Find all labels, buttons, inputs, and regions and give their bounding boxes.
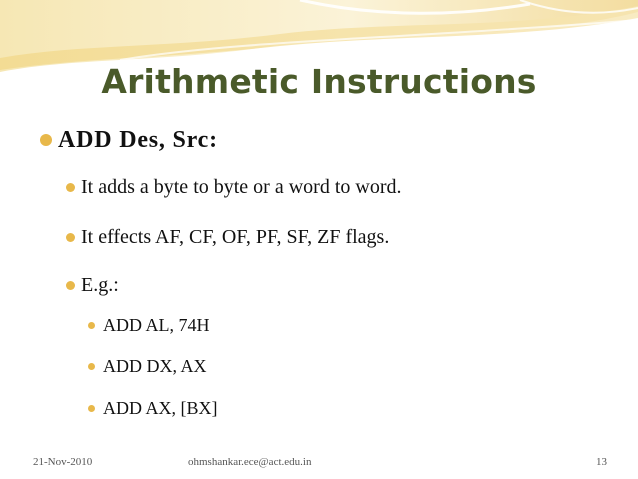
bullet-dot-icon bbox=[66, 233, 75, 242]
main-bullet-text: ADD Des, Src: bbox=[58, 127, 218, 153]
sub-bullet-text: E.g.: bbox=[81, 274, 119, 296]
example-text: ADD AX, [BX] bbox=[103, 398, 218, 418]
main-bullet bbox=[40, 122, 218, 158]
bullet-dot-icon bbox=[66, 183, 75, 192]
footer-date: 21-Nov-2010 bbox=[33, 456, 93, 468]
footer-email: ohmshankar.ece@act.edu.in bbox=[188, 456, 312, 468]
sub-bullet bbox=[66, 270, 119, 300]
slide-title: Arithmetic Instructions bbox=[101, 62, 537, 101]
example-bullet bbox=[88, 311, 210, 339]
footer-page-number: 13 bbox=[596, 456, 607, 468]
sub-bullet bbox=[66, 222, 389, 252]
bullet-dot-icon bbox=[88, 363, 95, 370]
example-text: ADD AL, 74H bbox=[103, 315, 210, 335]
bullet-dot-icon bbox=[88, 405, 95, 412]
bullet-dot-icon bbox=[66, 281, 75, 290]
bullet-dot-icon bbox=[88, 322, 95, 329]
sub-bullet bbox=[66, 172, 401, 202]
example-bullet bbox=[88, 352, 207, 380]
bullet-dot-icon bbox=[40, 134, 52, 146]
example-bullet bbox=[88, 394, 218, 422]
example-text: ADD DX, AX bbox=[103, 356, 207, 376]
sub-bullet-text: It adds a byte to byte or a word to word. bbox=[81, 176, 402, 198]
sub-bullet-text: It effects AF, CF, OF, PF, SF, ZF flags. bbox=[81, 226, 390, 248]
